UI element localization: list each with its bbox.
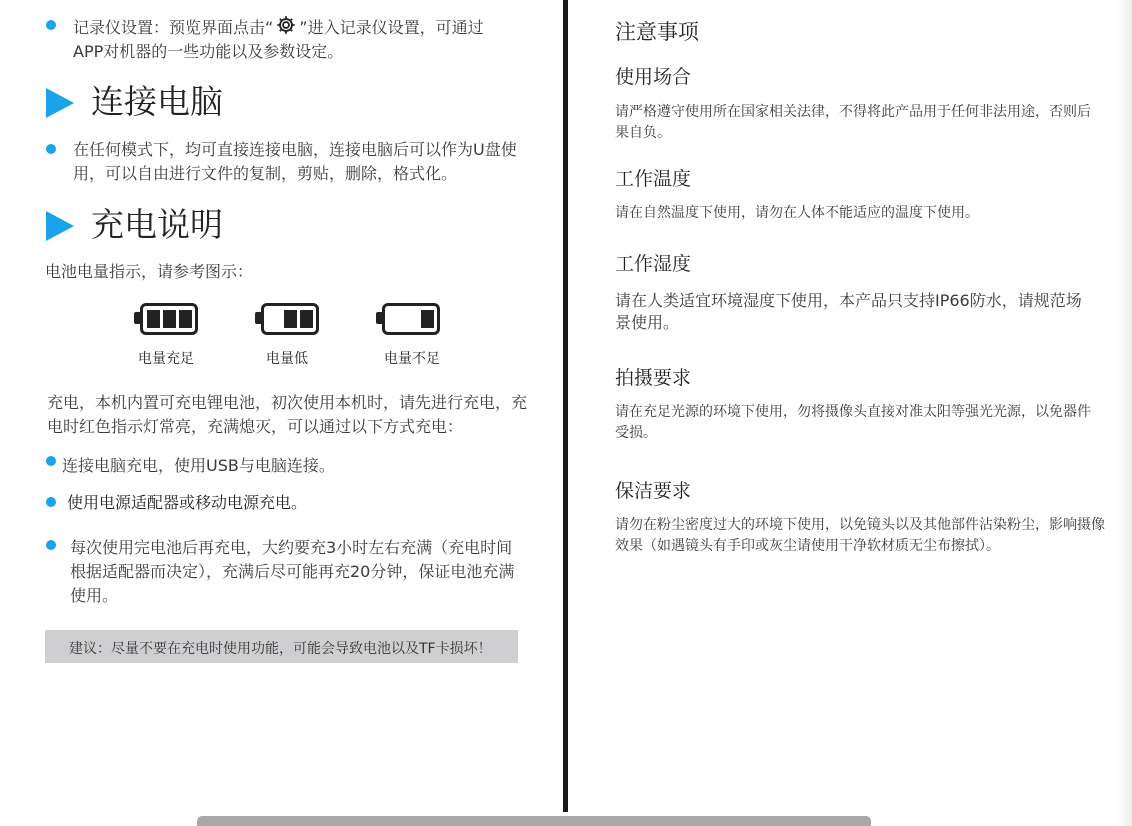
notice-title: 注意事项 [615,20,699,44]
bullet-icon [46,497,56,507]
horizontal-scrollbar-thumb[interactable] [197,816,871,826]
bullet-icon [46,456,56,466]
recorder-settings-text-a: 记录仪设置：预览界面点击“ [73,18,274,37]
notice-text: 请在人类适宜环境湿度下使用，本产品只支持IP66防水，请规范场景使用。 [615,291,1082,332]
battery-label: 电量不足 [384,351,440,367]
notice-text: 请在自然温度下使用，请勿在人体不能适应的温度下使用。 [615,205,979,221]
notice-heading: 拍摄要求 [615,367,692,389]
battery-empty-icon [376,303,438,333]
battery-full-icon [134,303,196,333]
notice-text: 请在充足光源的环境下使用，勿将摄像头直接对准太阳等强光光源，以免器件受损。 [615,404,1091,441]
bullet-icon [46,20,56,30]
notice-heading: 工作湿度 [615,253,692,275]
section-title-pc: 连接电脑 [91,82,223,121]
recorder-settings-text-b: ”进入记录仪设置，可通过 [299,18,484,37]
section-title-charge: 充电说明 [91,205,223,244]
recorder-settings-item [73,14,543,64]
charge-desc: 充电，本机内置可充电锂电池，初次使用本机时，请先进行充电，充电时红色指示灯常亮，充满熄灭，可以通过以下方式充电： [47,393,528,436]
notice-heading: 保洁要求 [615,480,692,502]
section-marker-icon [46,211,74,241]
notice-text: 请勿在粉尘密度过大的环境下使用，以免镜头以及其他部件沾染粉尘，影响摄像效果（如遇镜头有手印或灰尘请使用干净软材质无尘布擦拭）。 [615,517,1105,554]
notice-heading: 工作温度 [615,168,692,190]
battery-low-icon [255,303,317,333]
charge-item: 每次使用完电池后再充电，大约要充3小时左右充满（充电时间根据适配器而决定），充满后尽可能再充20分钟，保证电池充满使用。 [70,538,515,605]
recorder-settings-text-c: APP对机器的一些功能以及参数设定。 [73,42,344,61]
battery-label: 电量充足 [138,351,194,367]
notice-heading: 使用场合 [615,66,692,88]
charge-item: 连接电脑充电，使用USB与电脑连接。 [62,456,335,475]
page-edge-shadow [1118,0,1132,826]
warning-note [45,630,518,663]
warning-note-text: 建议：尽量不要在充电时使用功能，可能会导致电池以及TF卡损坏！ [69,641,492,657]
right-column [568,0,1132,826]
battery-intro: 电池电量指示，请参考图示： [45,262,254,281]
bullet-icon [46,540,56,550]
notice-text: 请严格遵守使用所在国家相关法律，不得将此产品用于任何非法用途，否则后果自负。 [615,104,1091,141]
left-column [0,0,563,826]
section-marker-icon [46,88,74,118]
pc-item: 在任何模式下，均可直接连接电脑，连接电脑后可以作为U盘使用，可以自由进行文件的复制，剪贴，删除，格式化。 [73,140,517,183]
gear-icon [275,14,297,36]
charge-item: 使用电源适配器或移动电源充电。 [67,493,308,512]
bullet-icon [46,144,56,154]
battery-label: 电量低 [266,351,308,367]
